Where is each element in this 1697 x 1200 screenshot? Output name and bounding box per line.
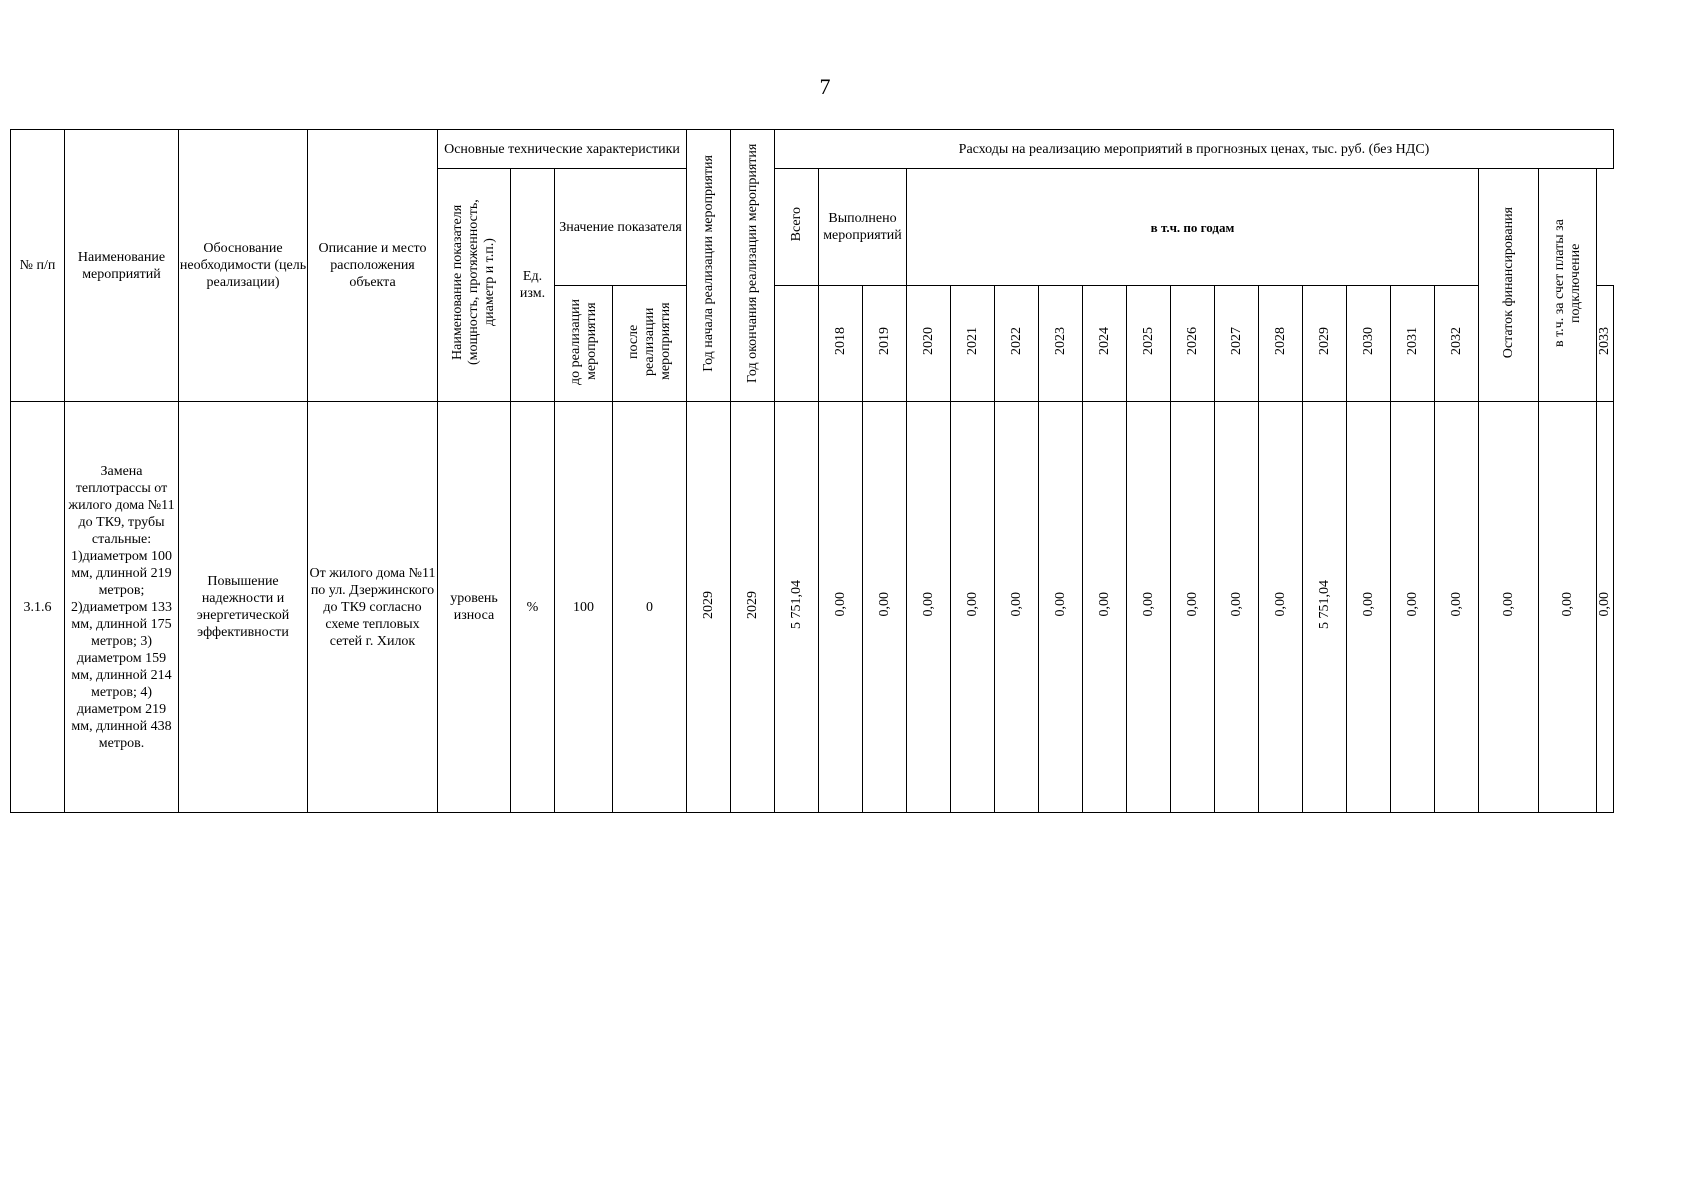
header-costs-group: Расходы на реализацию мероприятий в прогнозных ценах, тыс. руб. (без НДС) <box>775 130 1614 169</box>
header-year-end: Год окончания реализации мероприятия <box>731 130 775 402</box>
table-row <box>11 402 1614 813</box>
year-value: 0,00 <box>1347 402 1391 813</box>
year-value: 0,00 <box>1479 402 1539 813</box>
header-unit: Ед. изм. <box>511 169 555 402</box>
year-value: 5 751,04 <box>1303 402 1347 813</box>
year-header: 2032 <box>1435 286 1479 402</box>
header-by-years-group: в т.ч. по годам <box>907 169 1479 286</box>
header-total: Всего <box>775 169 819 286</box>
year-value: 0,00 <box>863 402 907 813</box>
year-value: 0,00 <box>995 402 1039 813</box>
row-after: 0 <box>613 402 687 813</box>
header-total-empty <box>775 286 819 402</box>
year-header: 2030 <box>1347 286 1391 402</box>
header-year-start: Год начала реализации мероприятия <box>687 130 731 402</box>
year-value: 0,00 <box>1259 402 1303 813</box>
year-header: 2023 <box>1039 286 1083 402</box>
year-header: 2025 <box>1127 286 1171 402</box>
header-done-group: Выполнено мероприятий <box>819 169 907 286</box>
header-after: после реализации мероприятия <box>613 286 687 402</box>
header-name: Наименование мероприятий <box>65 130 179 402</box>
row-name: Замена теплотрассы от жилого дома №11 до ТК9, трубы стальные: 1)диаметром 100 мм, длинной 219 метров; 2)диаметром 133 мм, длинной 175 метров; 3) диаметром 159 мм, длинной 214 метров; 4) диаметром 219 мм, длинной 438 метров. <box>65 402 179 813</box>
year-header: 2033 <box>1597 286 1614 402</box>
year-value: 0,00 <box>1171 402 1215 813</box>
header-justification: Обоснование необходимости (цель реализации) <box>179 130 308 402</box>
year-value: 0,00 <box>1039 402 1083 813</box>
header-balance: Остаток финансирования <box>1479 169 1539 402</box>
year-value: 0,00 <box>1127 402 1171 813</box>
year-header: 2021 <box>951 286 995 402</box>
year-header: 2019 <box>863 286 907 402</box>
header-tech-group: Основные технические характеристики <box>438 130 687 169</box>
row-balance: 0,00 <box>1539 402 1597 813</box>
year-value: 0,00 <box>1083 402 1127 813</box>
year-value: 0,00 <box>1215 402 1259 813</box>
page-number: 7 <box>819 74 831 99</box>
row-num: 3.1.6 <box>11 402 65 813</box>
row-unit: % <box>511 402 555 813</box>
investment-table <box>10 129 1614 813</box>
year-value: 0,00 <box>819 402 863 813</box>
row-year-start: 2029 <box>687 402 731 813</box>
row-year-end: 2029 <box>731 402 775 813</box>
year-header: 2027 <box>1215 286 1259 402</box>
row-indicator-name: уровень износа <box>438 402 511 813</box>
year-header: 2018 <box>819 286 863 402</box>
header-before: до реализации мероприятия <box>555 286 613 402</box>
year-header: 2022 <box>995 286 1039 402</box>
year-header: 2028 <box>1259 286 1303 402</box>
year-value: 0,00 <box>1435 402 1479 813</box>
year-header: 2024 <box>1083 286 1127 402</box>
header-indicator-name: Наименование показателя (мощность, протяженность, диаметр и т.п.) <box>438 169 511 402</box>
year-value: 0,00 <box>907 402 951 813</box>
row-total: 5 751,04 <box>775 402 819 813</box>
year-header: 2026 <box>1171 286 1215 402</box>
year-value: 0,00 <box>951 402 995 813</box>
header-value-group: Значение показателя <box>555 169 687 286</box>
row-before: 100 <box>555 402 613 813</box>
year-header: 2031 <box>1391 286 1435 402</box>
header-connection-fee: в т.ч. за счет платы за подключение <box>1539 169 1597 402</box>
row-description: От жилого дома №11 по ул. Дзержинского до ТК9 согласно схеме тепловых сетей г. Хилок <box>308 402 438 813</box>
year-value: 0,00 <box>1391 402 1435 813</box>
row-connection-fee: 0,00 <box>1597 402 1614 813</box>
header-description: Описание и место расположения объекта <box>308 130 438 402</box>
year-header: 2029 <box>1303 286 1347 402</box>
year-header: 2020 <box>907 286 951 402</box>
row-justification: Повышение надежности и энергетической эффективности <box>179 402 308 813</box>
header-num: № п/п <box>11 130 65 402</box>
